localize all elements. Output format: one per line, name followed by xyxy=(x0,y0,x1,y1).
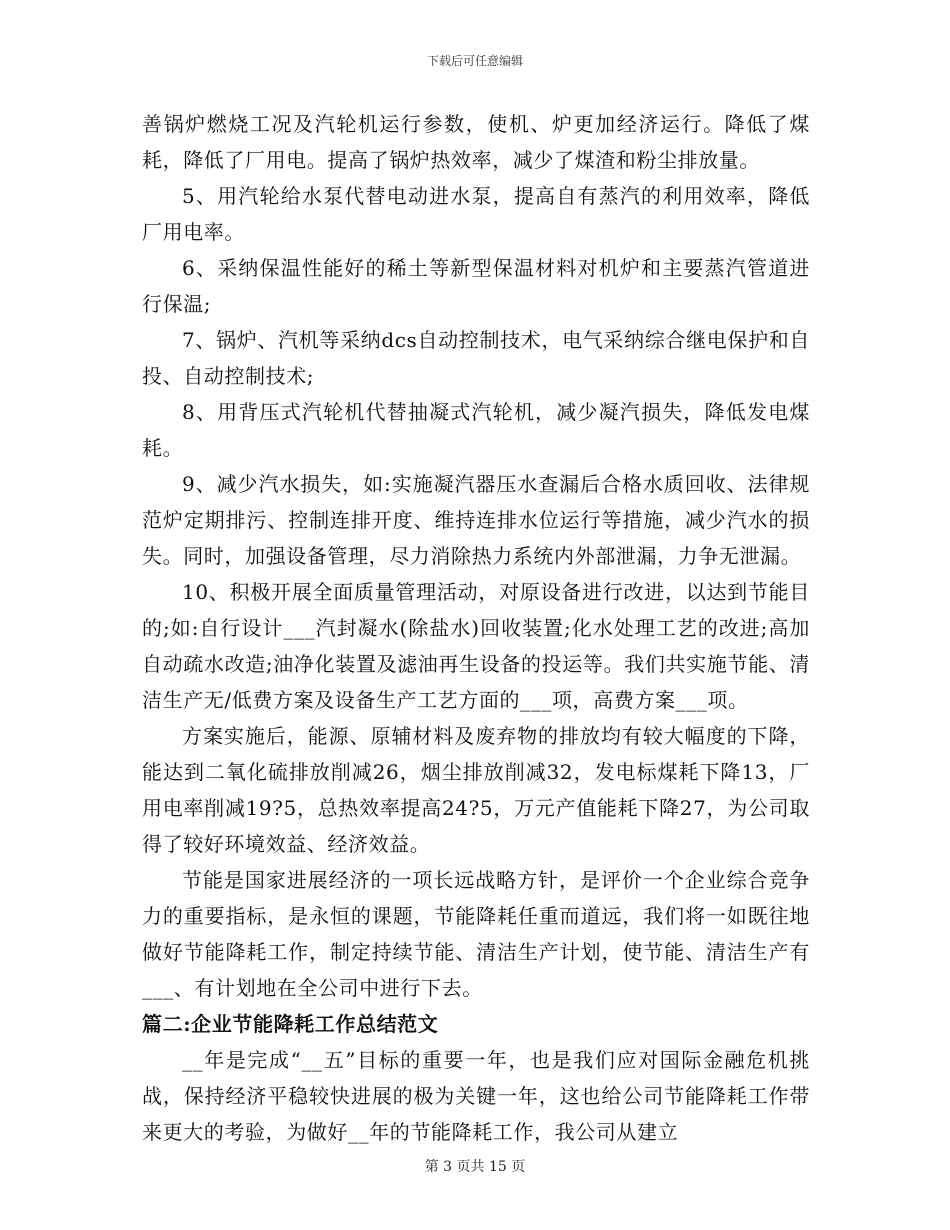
section-paragraph: __年是完成“__五”目标的重要一年，也是我们应对国际金融危机挑战，保持经济平稳较快进展的极为关键一年，这也给公司节能降耗工作带来更大的考验，为做好__年的节能降耗工作，我公司从建立 xyxy=(142,1048,810,1144)
paragraph-conclusion: 节能是国家进展经济的一项长远战略方针，是评价一个企业综合竞争力的重要指标，是永恒的课题，节能降耗任重而道远，我们将一如既往地做好节能降耗工作，制定持续节能、清洁生产计划，使节能、清洁生产有___、有计划地在全公司中进行下去。 xyxy=(142,868,810,1000)
paragraph-continuation: 善锅炉燃烧工况及汽轮机运行参数，使机、炉更加经济运行。降低了煤耗，降低了厂用电。提高了锅炉热效率，减少了煤渣和粉尘排放量。 xyxy=(142,112,810,172)
paragraph-item-8: 8、用背压式汽轮机代替抽凝式汽轮机，减少凝汽损失，降低发电煤耗。 xyxy=(142,400,810,460)
paragraph-results: 方案实施后，能源、原辅材料及废弃物的排放均有较大幅度的下降，能达到二氧化硫排放削减26，烟尘排放削减32，发电标煤耗下降13，厂用电率削减19?5，总热效率提高24?5，万元产值能耗下降27，为公司取得了较好环境效益、经济效益。 xyxy=(142,724,810,856)
paragraph-item-7: 7、锅炉、汽机等采纳dcs自动控制技术，电气采纳综合继电保护和自投、自动控制技术; xyxy=(142,328,810,388)
document-body xyxy=(142,106,810,1150)
section-title: 篇二:企业节能降耗工作总结范文 xyxy=(142,1012,439,1036)
paragraph-item-9: 9、减少汽水损失，如:实施凝汽器压水查漏后合格水质回收、法律规范炉定期排污、控制连排开度、维持连排水位运行等措施，减少汽水的损失。同时，加强设备管理，尽力消除热力系统内外部泄漏，力争无泄漏。 xyxy=(142,472,810,568)
page-footer: 第 3 页共 15 页 xyxy=(424,1159,526,1175)
page-header: 下载后可任意编辑 xyxy=(426,54,523,68)
paragraph-item-6: 6、采纳保温性能好的稀土等新型保温材料对机炉和主要蒸汽管道进行保温; xyxy=(142,256,810,316)
paragraph-item-10: 10、积极开展全面质量管理活动，对原设备进行改进，以达到节能目的;如:自行设计___汽封凝水(除盐水)回收装置;化水处理工艺的改进;高加自动疏水改造;油净化装置及滤油再生设备的投运等。我们共实施节能、清洁生产无/低费方案及设备生产工艺方面的___项，高费方案___项。 xyxy=(142,580,810,712)
paragraph-item-5: 5、用汽轮给水泵代替电动进水泵，提高自有蒸汽的利用效率，降低厂用电率。 xyxy=(142,184,810,244)
